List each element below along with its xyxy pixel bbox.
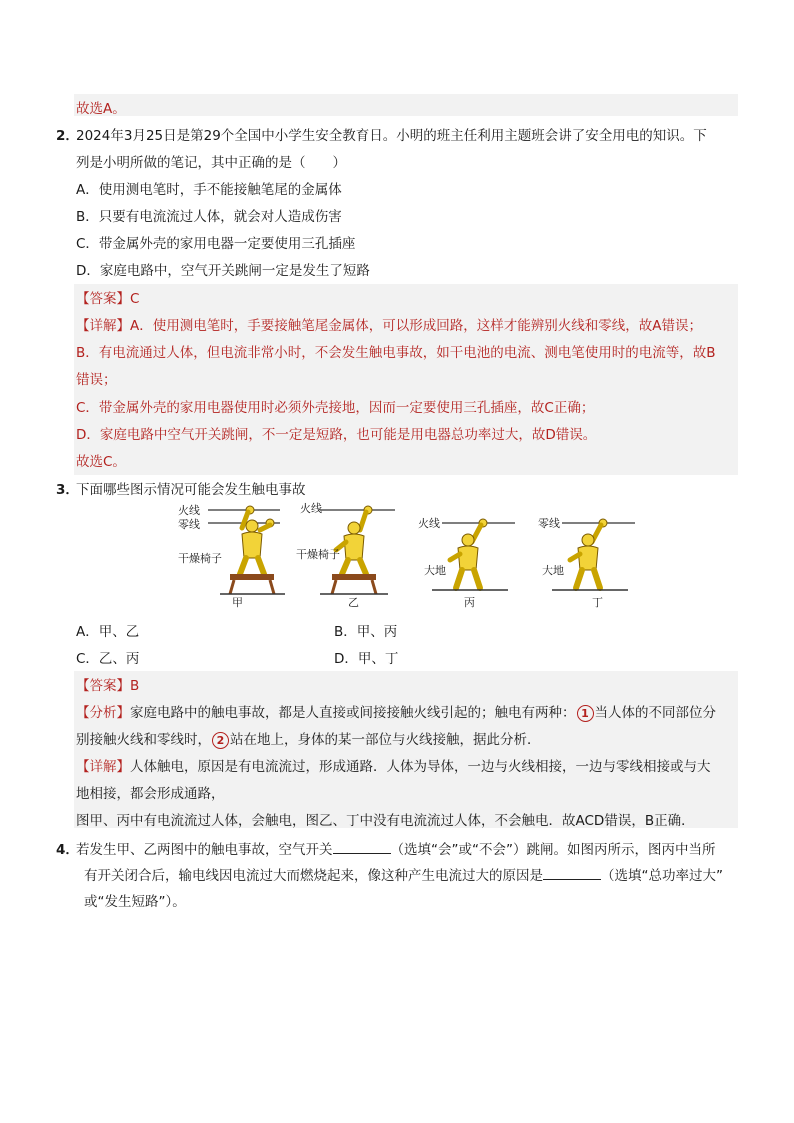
q2-detail-a bbox=[76, 314, 702, 334]
analysis-text: 家庭电路中的触电事故，都是人直接或间接接触火线引起的；触电有两种： bbox=[130, 705, 576, 721]
q2-number: 2． bbox=[56, 128, 79, 144]
q2-stem-line1: 2024年3月25日是第29个全国中小学生安全教育日。小明的班主任利用主题班会讲了安全用电的知识。下 bbox=[76, 128, 707, 144]
analysis-tag: 【分析】 bbox=[76, 705, 130, 721]
detail-tag: 【详解】 bbox=[76, 318, 130, 334]
q2-answer bbox=[76, 287, 139, 307]
fill-blank-1[interactable] bbox=[333, 841, 391, 854]
q4-line2 bbox=[84, 864, 723, 884]
detail-tag: 【详解】 bbox=[76, 759, 130, 775]
panel-bing bbox=[418, 516, 515, 609]
q3-option-b: B．甲、丙 bbox=[334, 624, 398, 640]
dry-stool-label: 干燥椅子 bbox=[178, 552, 222, 565]
dry-stool-label: 干燥椅子 bbox=[296, 548, 340, 561]
q2-detail-b1: B．有电流通过人体，但电流非常小时，不会发生触电事故，如干电池的电流、测电笔使用时的电流等，故B bbox=[76, 345, 716, 361]
q2-option-d: D．家庭电路中，空气开关跳闸一定是发生了短路 bbox=[76, 263, 370, 279]
answer-tag: 【答案】 bbox=[76, 291, 130, 307]
detail-text: 人体触电，原因是有电流流过，形成通路．人体为导体，一边与火线相接，一边与零线相接或与大 bbox=[130, 759, 711, 775]
panel-yi bbox=[296, 501, 395, 609]
neutral-wire-label: 零线 bbox=[538, 517, 560, 530]
q2-detail-c: C．带金属外壳的家用电器使用时必须外壳接地，因而一定要使用三孔插座，故C正确； bbox=[76, 400, 595, 416]
q4-line1 bbox=[76, 838, 715, 858]
q3-detail-line2: 地相接，都会形成通路， bbox=[76, 786, 225, 802]
panel-label-jia: 甲 bbox=[232, 596, 243, 609]
q2-option-a: A．使用测电笔时，手不能接触笔尾的金属体 bbox=[76, 182, 342, 198]
answer-value: B bbox=[130, 678, 140, 694]
q2-stem-line2: 列是小明所做的笔记，其中正确的是（ ） bbox=[76, 155, 346, 171]
analysis-text: 当人体的不同部位分 bbox=[594, 705, 716, 721]
q3-answer bbox=[76, 674, 139, 694]
q4-text: 若发生甲、乙两图中的触电事故，空气开关 bbox=[76, 842, 333, 858]
fire-wire-label: 火线 bbox=[418, 517, 440, 530]
answer-band-prev bbox=[74, 94, 738, 116]
q4-text: （选填“总功率过大” bbox=[601, 868, 723, 884]
circled-number-1: 1 bbox=[577, 705, 594, 722]
analysis-text: 站在地上，身体的某一部位与火线接触，据此分析． bbox=[230, 732, 541, 748]
q2-detail-d: D．家庭电路中空气开关跳闸，不一定是短路，也可能是用电器总功率过大，故D错误。 bbox=[76, 427, 597, 443]
analysis-text: 别接触火线和零线时， bbox=[76, 732, 211, 748]
q3-stem: 下面哪些图示情况可能会发生触电事故 bbox=[76, 482, 306, 498]
ground-label: 大地 bbox=[542, 564, 564, 577]
q3-analysis-line1 bbox=[76, 701, 716, 722]
q2-option-b: B．只要有电流流过人体，就会对人造成伤害 bbox=[76, 209, 342, 225]
q3-detail-line1 bbox=[76, 755, 711, 775]
answer-tag: 【答案】 bbox=[76, 678, 130, 694]
q4-text: （选填“会”或“不会”）跳闸。如图丙所示，图丙中当所 bbox=[390, 842, 716, 858]
circled-number-2: 2 bbox=[212, 732, 229, 749]
q3-analysis-line2 bbox=[76, 728, 541, 749]
neutral-wire-label: 零线 bbox=[178, 518, 200, 531]
panel-label-bing: 丙 bbox=[464, 596, 475, 609]
answer-band-q3 bbox=[74, 671, 738, 828]
q4-text: 有开关闭合后，输电线因电流过大而燃烧起来，像这种产生电流过大的原因是 bbox=[84, 868, 543, 884]
detail-text: A．使用测电笔时，手要接触笔尾金属体，可以形成回路，这样才能辨别火线和零线，故A错误； bbox=[130, 318, 702, 334]
panel-jia bbox=[178, 503, 285, 609]
q4-line3: 或“发生短路”）。 bbox=[84, 894, 186, 910]
fire-wire-label: 火线 bbox=[300, 502, 322, 515]
q3-detail-line3: 图甲、丙中有电流流过人体，会触电，图乙、丁中没有电流流过人体，不会触电．故ACD错误，B正确． bbox=[76, 813, 695, 829]
q3-number: 3． bbox=[56, 482, 79, 498]
fill-blank-2[interactable] bbox=[543, 867, 601, 880]
q3-option-d: D．甲、丁 bbox=[334, 651, 399, 667]
q4-number: 4． bbox=[56, 842, 79, 858]
answer-band-q2 bbox=[74, 284, 738, 475]
panel-ding bbox=[538, 516, 635, 609]
q3-option-c: C．乙、丙 bbox=[76, 651, 140, 667]
fire-wire-label: 火线 bbox=[178, 504, 200, 517]
q2-detail-b2: 错误； bbox=[76, 372, 117, 388]
panel-label-ding: 丁 bbox=[592, 596, 603, 609]
q2-option-c: C．带金属外壳的家用电器一定要使用三孔插座 bbox=[76, 236, 356, 252]
answer-value: C bbox=[130, 291, 140, 307]
prev-conclusion: 故选A。 bbox=[76, 101, 126, 117]
q3-option-a: A．甲、乙 bbox=[76, 624, 140, 640]
electric-shock-figure bbox=[170, 498, 640, 610]
ground-label: 大地 bbox=[424, 564, 446, 577]
panel-label-yi: 乙 bbox=[348, 596, 359, 609]
q2-conclusion: 故选C。 bbox=[76, 454, 126, 470]
